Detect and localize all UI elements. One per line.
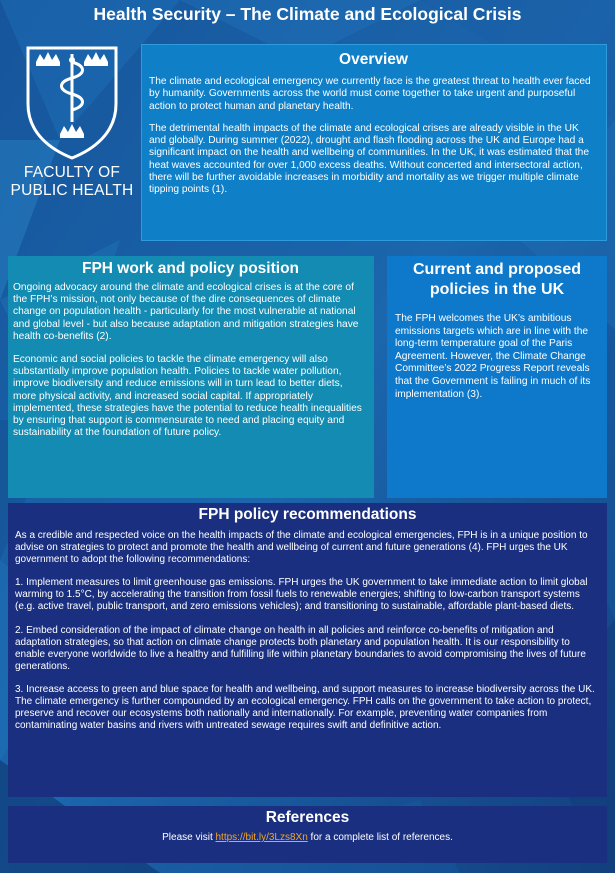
fph-work-paragraph-2: Economic and social policies to tackle the climate emergency will also substantially improve population health. Policies to tackle water pollution, improve biodiversity and reduce emissions will in turn lead to better diets, more physical activity, and increased social capital. If appropriately implemented, these strategies have the potential to reduce health inequalities by ensuring that support is commensurate to need and placing equity and sustainability at the foundation of future policy. xyxy=(13,354,362,439)
overview-paragraph-1: The climate and ecological emergency we currently face is the greatest threat to health ever faced by humanity. Governments across the world must come together to take urgent and purposeful action to protect human and planetary health. xyxy=(149,76,591,112)
fph-work-heading: FPH work and policy position xyxy=(81,260,299,277)
recommendations-heading: FPH policy recommendations xyxy=(198,506,417,523)
recommendation-2: 2. Embed consideration of the impact of climate change on health in all policies and reinforce co-benefits of mitigation and adaptation strategies, so that action on climate change protects both planetary and population health. It is our responsibility to enable everyone worldwide to live a healthy and fulfilling life within planetary boundaries to avoid compromising the lives of future generations. xyxy=(15,624,586,672)
recommendations-intro: As a credible and respected voice on the health impacts of the climate and ecological emergencies, FPH is in a unique position to advise on strategies to protect and promote the health and wellbeing of current and future generations (4). FPH urges the UK government to adopt the following recommendations: xyxy=(15,530,588,566)
references-heading: References xyxy=(265,809,350,826)
current-policies-paragraph: The FPH welcomes the UK’s ambitious emissions targets which are in line with the long-term temperature goal of the Paris Agreement. However, the Climate Change Committee’s 2022 Progress Report reveals that the Government is failing in much of its implementation (3). xyxy=(395,313,591,400)
fph-work-paragraph-1: Ongoing advocacy around the climate and ecological crises is at the core of the FPH’s mission, not only because of the dire consequences of climate change on population health - particularly for the most vulnerable at national and global level - but also because adaptation and mitigation strategies have health co-benefits (2). xyxy=(13,282,359,342)
current-policies-section xyxy=(387,256,607,498)
overview-section xyxy=(141,44,607,241)
recommendation-3: 3. Increase access to green and blue space for health and wellbeing, and support measures to increase biodiversity across the UK. The climate emergency is further compounded by an ecological emergency. FPH calls on the government to take action to protect, preserve and recover our ecosystems both nationally and internationally. For example, preventing water companies from contaminating water basins and rivers with untreated sewage requires swift and definitive action. xyxy=(15,683,595,732)
crest-icon xyxy=(20,42,124,162)
references-suffix: for a complete list of references. xyxy=(307,832,453,843)
logo-line-1: FACULTY OF xyxy=(23,164,121,181)
references-prefix: Please visit xyxy=(162,832,216,843)
overview-heading: Overview xyxy=(339,51,408,68)
current-policies-heading: Current and proposed policies in the UK xyxy=(412,261,581,298)
fph-logo xyxy=(8,42,136,202)
references-text xyxy=(15,832,600,843)
page-title: Health Security – The Climate and Ecological Crisis xyxy=(93,4,522,24)
references-section xyxy=(8,806,607,863)
references-link[interactable]: https://bit.ly/3Lzs8Xn xyxy=(215,832,308,843)
recommendation-1: 1. Implement measures to limit greenhouse gas emissions. FPH urges the UK government to take immediate action to limit global warming to 1.5°C, by accelerating the transition from fossil fuels to renewable energies; shifting to low-carbon transport systems (e.g. active travel, public transport, and zero emissions vehicles); and transitioning to sustainable, affordable plant-based diets. xyxy=(15,577,588,613)
fph-work-section xyxy=(8,256,374,498)
overview-paragraph-2: The detrimental health impacts of the climate and ecological crises are already visible in the UK and globally. During summer (2022), drought and flash flooding across the UK and Europe had a significant impact on the health and wellbeing of communities. In the UK, it was estimated that the heat waves accounted for over 1,000 excess deaths. Without concerted and intersectoral action, there will be further avoidable increases in morbidity and mortality as we trigger multiple climate tipping points (1). xyxy=(149,122,589,196)
logo-line-2: PUBLIC HEALTH xyxy=(10,182,134,199)
recommendations-section xyxy=(8,503,607,797)
